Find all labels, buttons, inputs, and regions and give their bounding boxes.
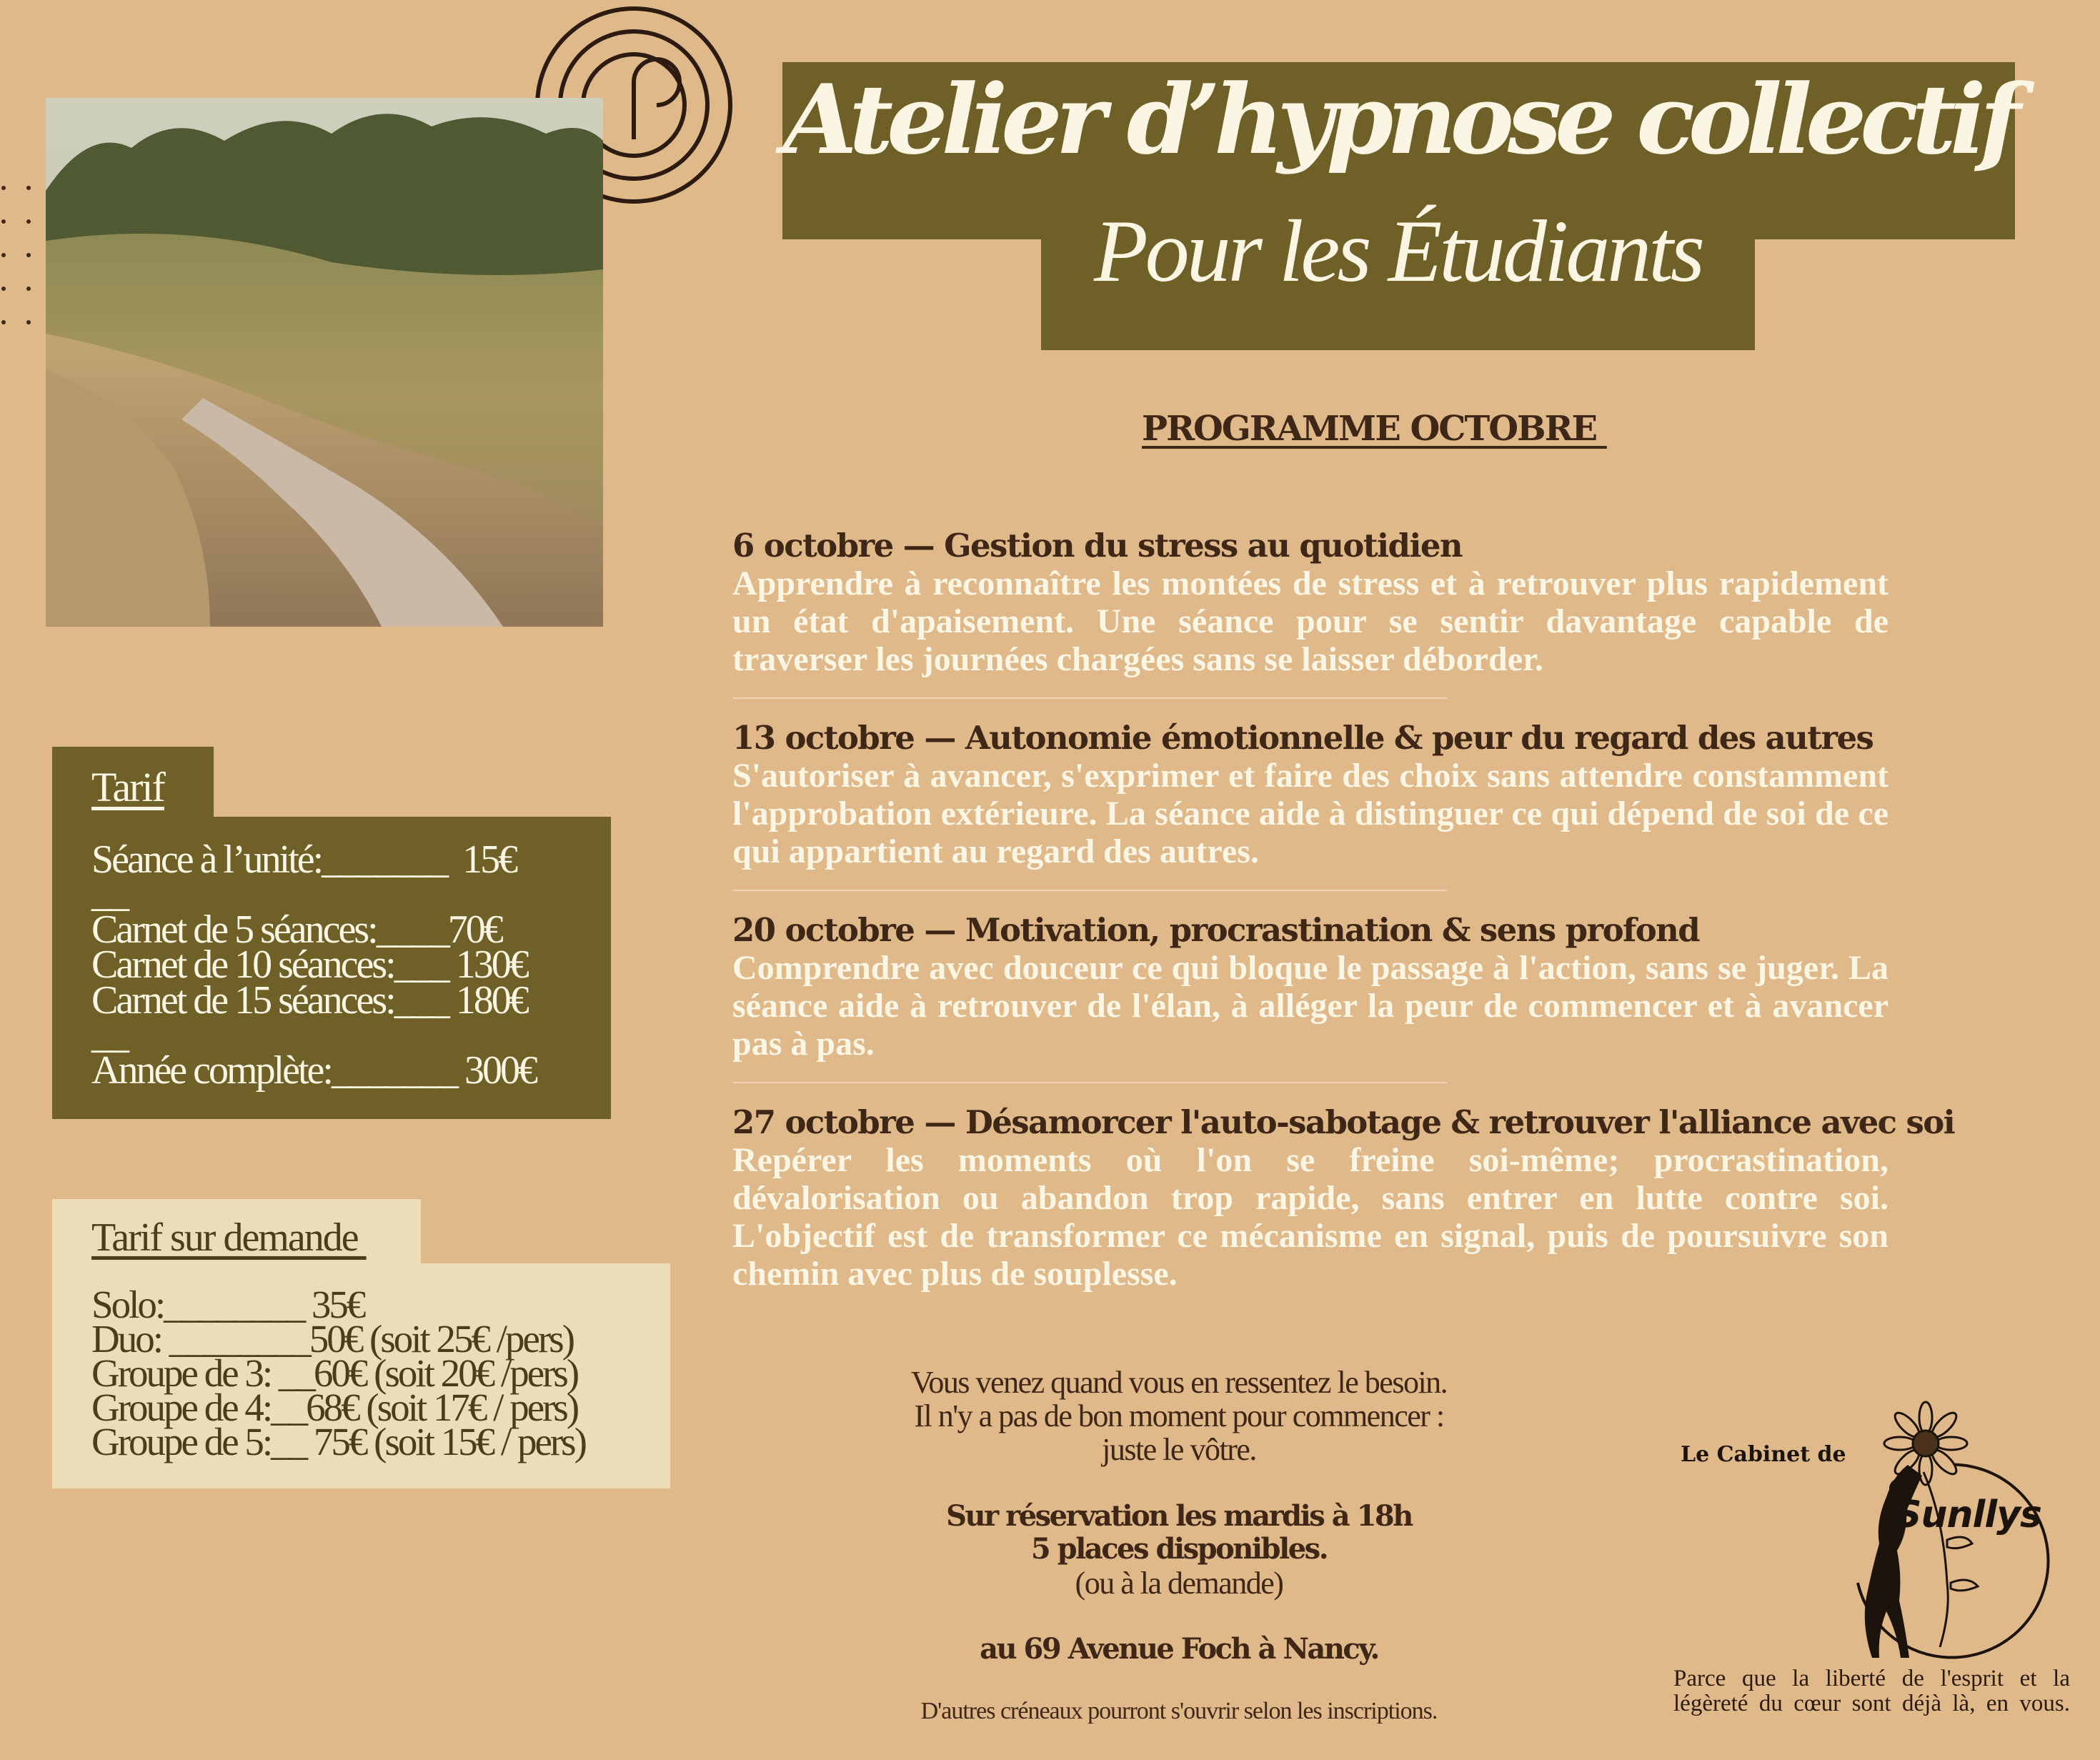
tarif-line: __ — [91, 1013, 127, 1057]
session-heading: 20 octobre — Motivation, procrastination & sens profond — [732, 911, 1700, 949]
logo-tagline: Parce que la liberté de l'esprit et la légèreté du cœur sont déjà là, en vous. — [1673, 1666, 2070, 1716]
sunflower-dancer-logo — [1672, 1397, 2072, 1676]
session-item — [732, 527, 1888, 678]
tarif-demande-line: Groupe de 3: __60€ (soit 20€ /pers) — [91, 1351, 578, 1395]
session-heading: 27 octobre — Désamorcer l'auto-sabotage & retrouver l'alliance avec soi — [732, 1103, 1955, 1141]
tarif-line: Carnet de 5 séances:____70€ — [91, 908, 502, 952]
info-line: Vous venez quand vous en ressentez le besoin. — [910, 1365, 1448, 1400]
page-title: Atelier d’hypnose collectif — [782, 63, 2015, 176]
session-description: Repérer les moments où l'on se freine soi-même; procrastination, dévalorisation ou abandon trop rapide, sans entrer en lutte contre soi. L'objectif est de transformer ce mécanisme en signal, puis de poursuivre son chemin avec plus de souplesse. — [732, 1141, 1888, 1293]
logo-text-brand: Sunllys — [1895, 1493, 2041, 1536]
session-list — [732, 527, 1955, 1293]
info-line: Il n'y a pas de bon moment pour commencer : — [914, 1398, 1444, 1433]
tarif-demande-line: Groupe de 4:__68€ (soit 17€ / pers) — [91, 1386, 578, 1429]
logo-text-cabinet: Le Cabinet de — [1681, 1442, 1846, 1467]
tarif-heading: Tarif — [91, 764, 164, 810]
session-description: Apprendre à reconnaître les montées de stress et à retrouver plus rapidement un état d'apaisement. Une séance pour se sentir davantage capable de traverser les journées chargées sans se laisser déborder. — [732, 565, 1888, 678]
info-line: juste le vôtre. — [1102, 1432, 1256, 1467]
session-heading: 13 octobre — Autonomie émotionnelle & peur du regard des autres — [732, 719, 1873, 757]
tarif-line: __ — [91, 871, 127, 915]
session-item — [732, 1103, 1955, 1293]
tarif-line: Année complète:_______ 300€ — [91, 1048, 536, 1093]
tarif-demande-line: Solo:________ 35€ — [91, 1283, 364, 1326]
tarif-demande-heading: Tarif sur demande — [91, 1215, 367, 1260]
session-item — [732, 911, 1888, 1063]
demande-info: (ou à la demande) — [1075, 1566, 1283, 1601]
footer-note: D'autres créneaux pourront s'ouvrir selon les inscriptions. — [920, 1698, 1438, 1724]
places-info: 5 places disponibles. — [1030, 1532, 1328, 1566]
divider — [732, 1082, 1447, 1083]
address: au 69 Avenue Foch à Nancy. — [980, 1632, 1378, 1666]
tarif-line: Carnet de 15 séances:___ 180€ — [91, 978, 527, 1023]
reservation-info: Sur réservation les mardis à 18h — [946, 1499, 1412, 1533]
landscape-photo — [46, 98, 603, 627]
tarif-line: Séance à l’unité:_______ 15€ — [91, 837, 517, 882]
divider — [732, 890, 1447, 891]
session-description: Comprendre avec douceur ce qui bloque le passage à l'action, sans se juger. La séance aide à retrouver de l'élan, à alléger la peur de commencer et à avancer pas à pas. — [732, 949, 1888, 1063]
programme-heading: PROGRAMME OCTOBRE — [1142, 409, 1607, 449]
divider — [732, 697, 1447, 699]
session-heading: 6 octobre — Gestion du stress au quotidien — [732, 527, 1462, 565]
session-description: S'autoriser à avancer, s'exprimer et faire des choix sans attendre constamment l'approbation extérieure. La séance aide à distinguer ce qui dépend de soi de ce qui appartient au regard des autres. — [732, 757, 1888, 870]
tarif-demande-line: Groupe de 5:__ 75€ (soit 15€ / pers) — [91, 1420, 585, 1463]
page-subtitle: Pour les Étudiants — [1093, 202, 1703, 300]
session-item — [732, 719, 1888, 870]
tarif-demande-line: Duo: ________50€ (soit 25€ /pers) — [91, 1317, 574, 1361]
tarif-line: Carnet de 10 séances:___ 130€ — [91, 943, 527, 987]
